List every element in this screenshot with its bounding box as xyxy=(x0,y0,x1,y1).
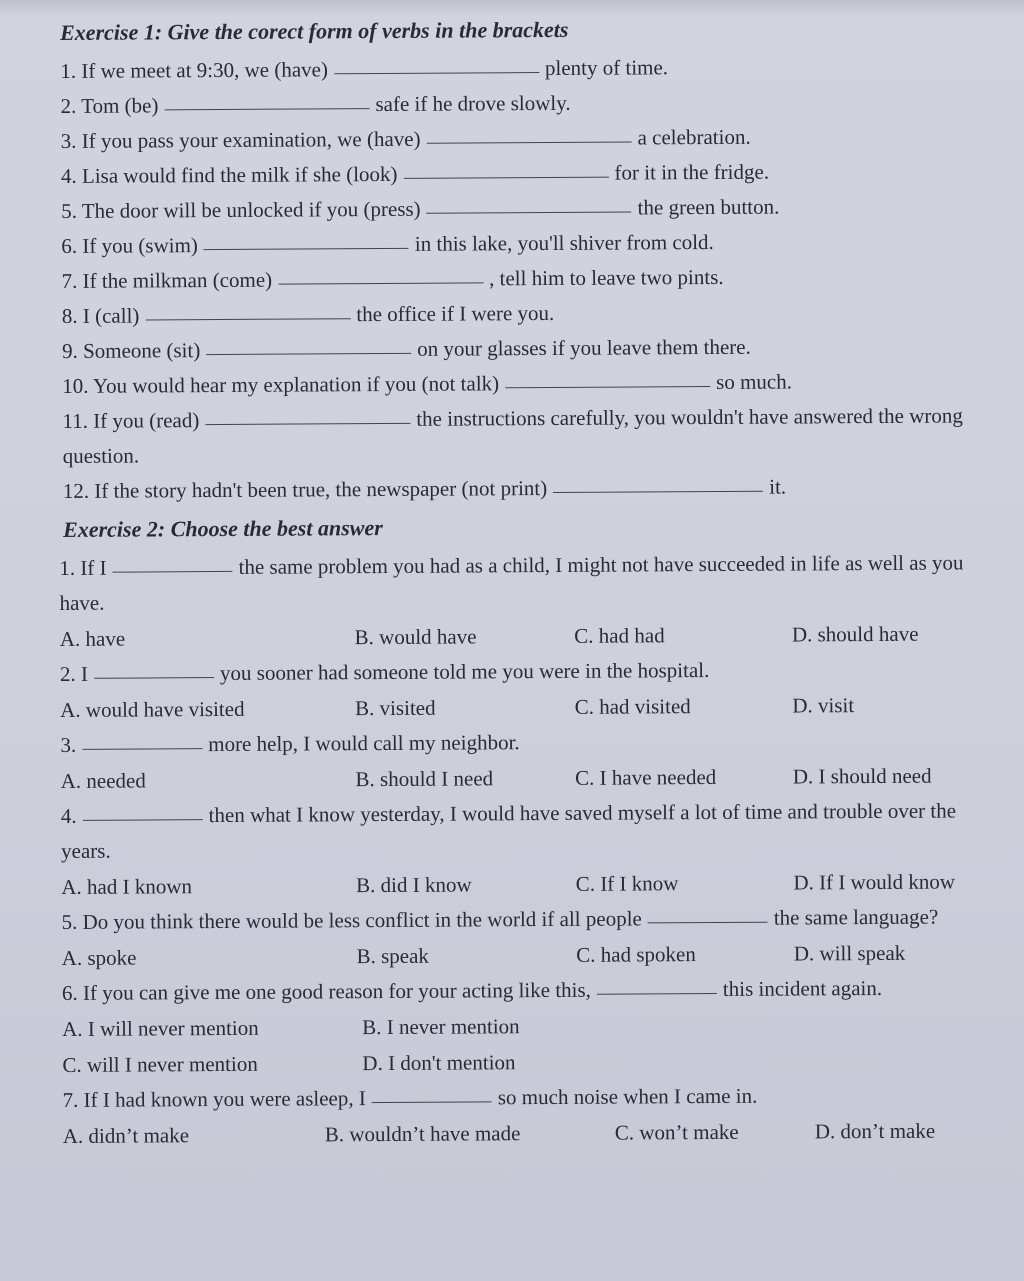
ex2-options-6-row2 xyxy=(62,1041,992,1083)
answer-blank xyxy=(145,317,350,320)
option-b: B. wouldn’t have made xyxy=(324,1121,521,1147)
option-b: B. should I need xyxy=(355,766,494,792)
ex2-question-5: 5. Do you think there would be less conflict in the world if all people the same language? xyxy=(61,904,939,934)
option-b: B. would have xyxy=(354,624,477,650)
exercise1-heading: Exercise 1: Give the corect form of verbs in the brackets xyxy=(60,16,569,45)
worksheet-content xyxy=(56,12,993,1154)
answer-blank xyxy=(372,1100,492,1103)
ex2-question-2: 2. I you sooner had someone told me you were in the hospital. xyxy=(59,658,710,686)
answer-blank xyxy=(113,570,233,573)
answer-blank xyxy=(427,140,632,143)
option-c: C. had had xyxy=(574,623,665,648)
answer-blank xyxy=(553,490,763,493)
option-b: B. did I know xyxy=(356,872,472,898)
answer-blank xyxy=(205,422,410,425)
option-a: A. have xyxy=(59,626,126,651)
option-a: A. would have visited xyxy=(60,696,245,722)
ex2-question-1: 1. If I the same problem you had as a child, I might not have succeeded in life as well as you have. xyxy=(59,550,964,615)
answer-blank xyxy=(94,676,214,679)
option-d: D. visit xyxy=(792,693,855,718)
answer-blank xyxy=(427,210,632,213)
option-d: D. I don't mention xyxy=(362,1050,516,1076)
option-c: C. I have needed xyxy=(575,764,717,790)
ex2-options-7 xyxy=(63,1112,993,1154)
answer-blank xyxy=(334,71,539,74)
ex1-question-9: 9. Someone (sit) on your glasses if you leave them there. xyxy=(61,334,751,363)
option-d: D. If I would know xyxy=(793,869,956,895)
option-d: D. I should need xyxy=(792,763,932,789)
ex2-question-6: 6. If you can give me one good reason for your acting like this, this incident again. xyxy=(61,975,883,1005)
option-a: A. had I known xyxy=(61,874,193,899)
option-d: D. don’t make xyxy=(814,1118,936,1144)
answer-blank xyxy=(164,107,369,110)
option-a: A. spoke xyxy=(61,945,137,970)
ex2-options-5 xyxy=(62,934,992,976)
answer-blank xyxy=(278,281,483,284)
option-c: C. If I know xyxy=(575,871,679,896)
option-b: B. I never mention xyxy=(362,1014,520,1040)
option-c: C. won’t make xyxy=(614,1119,739,1145)
ex1-question-5: 5. The door will be unlocked if you (press) the green button. xyxy=(61,194,780,223)
option-b: B. speak xyxy=(356,943,429,969)
exercise1-list xyxy=(60,48,989,509)
exercise2-heading: Exercise 2: Choose the best answer xyxy=(63,515,383,542)
ex2-options-4 xyxy=(61,863,991,905)
ex1-question-1: 1. If we meet at 9:30, we (have) plenty of time. xyxy=(60,55,669,83)
ex1-question-2: 2. Tom (be) safe if he drove slowly. xyxy=(60,90,571,118)
ex2-options-6-row1 xyxy=(62,1005,992,1047)
option-c: C. had spoken xyxy=(576,942,696,967)
option-a: A. didn’t make xyxy=(62,1123,190,1148)
option-a: A. needed xyxy=(60,768,146,793)
ex1-question-3: 3. If you pass your examination, we (have) a celebration. xyxy=(60,124,751,153)
answer-blank xyxy=(82,747,202,750)
option-d: D. will speak xyxy=(793,940,906,966)
exercise2-list xyxy=(59,545,993,1154)
ex1-question-11: 11. If you (read) the instructions carefully, you wouldn't have answered the wrong question. xyxy=(62,403,963,468)
answer-blank xyxy=(597,992,717,995)
ex1-question-8: 8. I (call) the office if I were you. xyxy=(61,300,555,328)
answer-blank xyxy=(505,385,710,388)
ex1-question-7: 7. If the milkman (come) , tell him to leave two pints. xyxy=(61,264,724,293)
answer-blank xyxy=(648,921,768,924)
page-top-edge xyxy=(0,0,1024,14)
option-a: A. I will never mention xyxy=(62,1015,259,1041)
ex2-options-3 xyxy=(61,757,991,799)
ex1-question-6: 6. If you (swim) in this lake, you'll shiver from cold. xyxy=(61,229,714,258)
option-c: C. had visited xyxy=(574,694,691,719)
option-d: D. should have xyxy=(791,621,919,647)
option-c: C. will I never mention xyxy=(62,1051,258,1077)
ex2-options-1 xyxy=(60,615,990,657)
option-b: B. visited xyxy=(354,695,436,721)
ex2-options-2 xyxy=(60,686,990,728)
ex2-question-3: 3. more help, I would call my neighbor. xyxy=(60,730,520,757)
answer-blank xyxy=(404,176,609,179)
ex2-question-4: 4. then what I know yesterday, I would have saved myself a lot of time and trouble over the years. xyxy=(60,798,957,863)
answer-blank xyxy=(204,247,409,250)
ex1-question-12: 12. If the story hadn't been true, the newspaper (not print) it. xyxy=(62,474,787,503)
ex1-question-10: 10. You would hear my explanation if you (not talk) so much. xyxy=(62,369,793,398)
ex2-question-7: 7. If I had known you were asleep, I so much noise when I came in. xyxy=(62,1083,758,1112)
ex1-question-4: 4. Lisa would find the milk if she (look) for it in the fridge. xyxy=(60,159,770,188)
answer-blank xyxy=(206,352,411,355)
answer-blank xyxy=(83,818,203,821)
